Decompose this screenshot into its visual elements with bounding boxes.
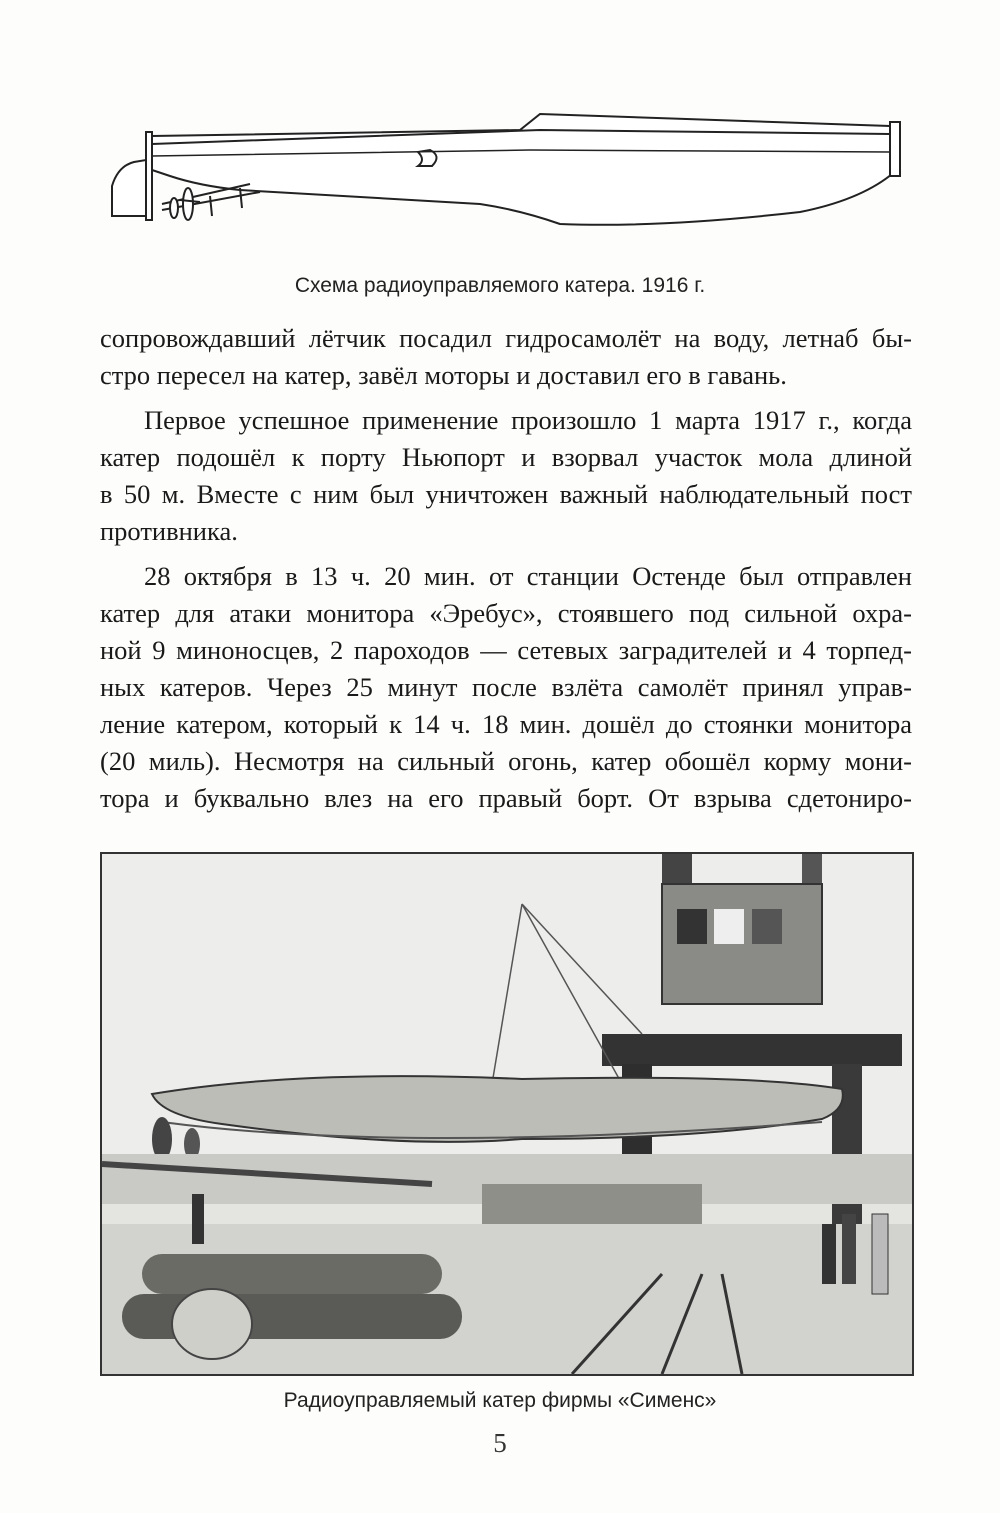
text-line: 28 октября в 13 ч. 20 мин. от станции Остенде был отправлен xyxy=(144,561,912,591)
page-number: 5 xyxy=(493,1428,507,1458)
text-line: ной 9 миноносцев, 2 пароходов — сетевых заградителей и 4 торпед- xyxy=(100,635,912,665)
body-text xyxy=(100,320,912,817)
text-line: сопровождавший лётчик посадил гидросамолёт на воду, летнаб бы- xyxy=(100,323,912,353)
boat-crane-photo xyxy=(100,852,914,1376)
text-line: (20 миль). Несмотря на сильный огонь, катер обошёл корму мони- xyxy=(100,746,912,776)
figure-caption-photo: Радиоуправляемый катер фирмы «Сименс» xyxy=(283,1389,717,1412)
text-line: тора и буквально влез на его правый борт. От взрыва сдетониро- xyxy=(100,783,912,813)
text-line: катер для атаки монитора «Эребус», стоявшего под сильной охра- xyxy=(100,598,912,628)
paragraph-3 xyxy=(100,558,912,817)
text-line: ных катеров. Через 25 минут после взлёта самолёт принял управ- xyxy=(100,672,912,702)
text-line: катер подошёл к порту Ньюпорт и взорвал участок мола длиной xyxy=(100,442,912,472)
boat-schematic-drawing xyxy=(100,100,910,245)
text-line: в 50 м. Вместе с ним был уничтожен важный наблюдательный пост xyxy=(100,479,912,509)
text-line: Первое успешное применение произошло 1 марта 1917 г., когда xyxy=(144,405,912,435)
paragraph-1 xyxy=(100,320,912,394)
paragraph-2 xyxy=(100,402,912,550)
text-line: стро пересел на катер, завёл моторы и доставил его в гавань. xyxy=(100,360,787,390)
text-line: противника. xyxy=(100,516,238,546)
text-line: ление катером, который к 14 ч. 18 мин. дошёл до стоянки монитора xyxy=(100,709,912,739)
figure-caption-schematic: Схема радиоуправляемого катера. 1916 г. xyxy=(294,274,706,297)
